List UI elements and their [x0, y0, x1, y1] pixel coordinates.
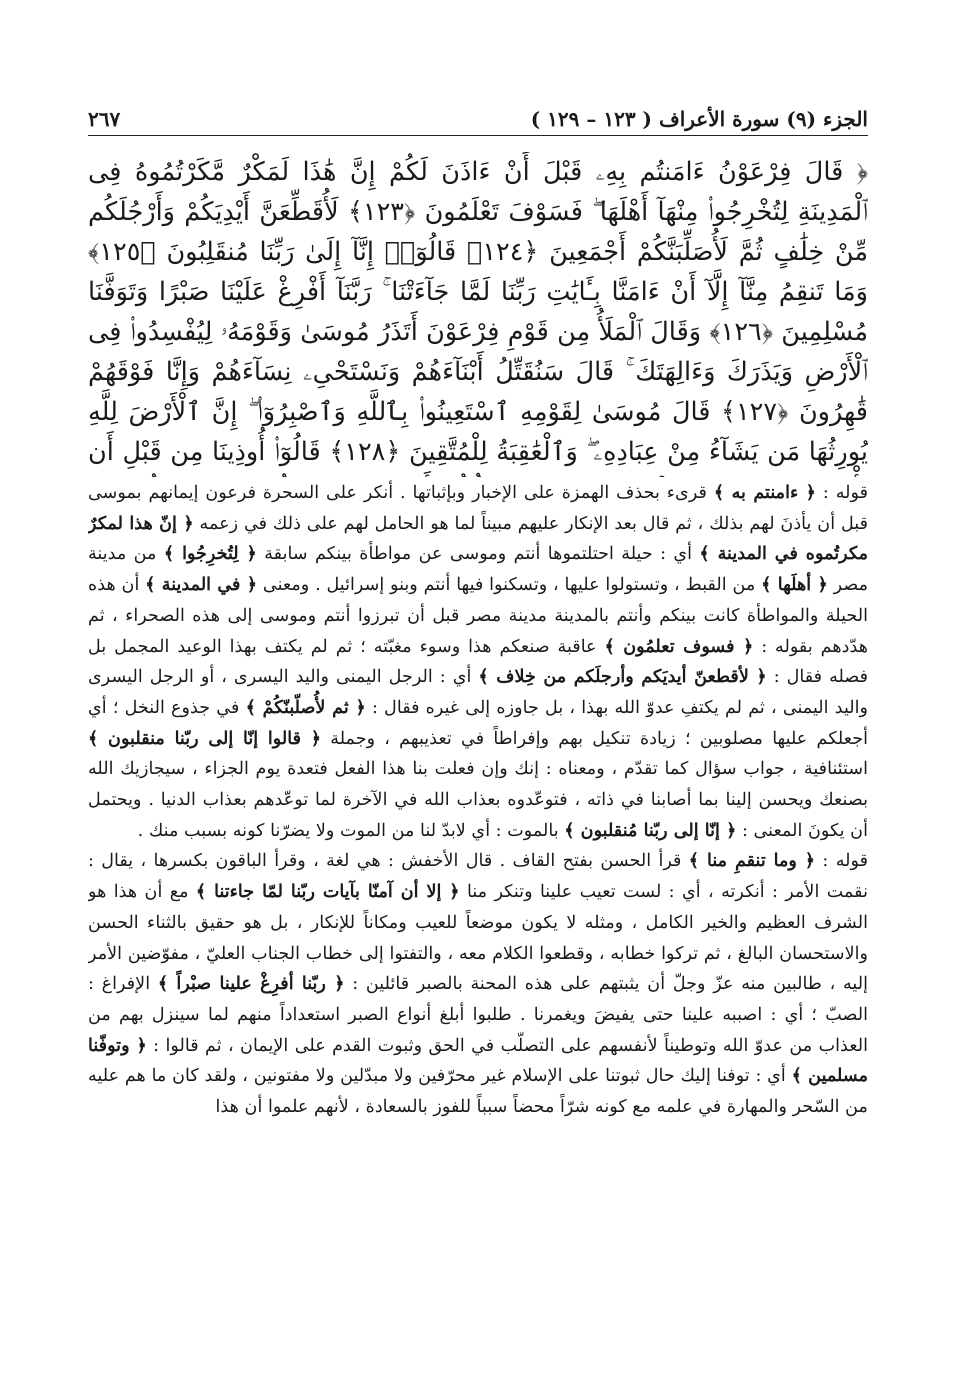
quoted-verse-phrase: ﴿ في المدينة ﴾: [145, 574, 258, 596]
commentary-paragraph-2: [88, 846, 868, 1122]
running-title: الجزء (٩) سورة الأعراف ( ١٢٣ – ١٢٩ ): [530, 107, 868, 131]
quoted-verse-phrase: ﴿ وما تنقمِ منا ﴾: [688, 850, 816, 872]
commentary-text: عاقبة صنعكم هذا وسوء مغبّته ؛ ثم لم يكتف بهذا الوعيد المجمل بل فصله فقال :: [88, 636, 868, 688]
commentary-text: قوله :: [815, 851, 868, 872]
commentary-text: أي : حيلة احتلتموها أنتم وموسى عن مواطأة بينكم سابقة: [256, 544, 700, 565]
quoted-verse-phrase: ﴿ إنّ هذا لمكرٌ مكرتُموه في المدينة ﴾: [88, 512, 868, 565]
commentary-text: قرأ الحسن بفتح القاف . قال الأخفش : هي لغة ، وقرأ الباقون بكسرها ، يقال : نقمت الأمر : أنكرته ، أي : لست تعيب علينا وتنكر منا: [88, 851, 868, 903]
commentary-text: بالموت : أي لابدّ لنا من الموت ولا يضرّنا كونه بسبب منك .: [137, 820, 565, 841]
commentary-text: من القبط ، وتستولوا عليها ، وتسكنوا فيها أنتم وبنو إسرائيل . ومعنى: [257, 575, 762, 596]
quoted-verse-phrase: ﴿ أهلَها ﴾: [761, 574, 828, 596]
commentary-text: مع أن هذا هو الشرف العظيم والخير الكامل ، ومثله لا يكون موضعاً للعيب ومكاناً للإنكار ، بل هو حقيق بالثناء الحسن والاستحسان البالغ ، ثم تركوا خطابه ، وقطعوا الكلام معه ، والتفتوا إلى خطاب الجناب العليّ ، مفوّضين الأمر إليه ، طالبين منه عزّ وجلّ أن يثبتهم على هذه المحنة بالصبر قائلين :: [88, 882, 868, 995]
quoted-verse-phrase: ﴿ فسوف تعلمُون ﴾: [604, 635, 754, 657]
commentary-text: في جذوع النخل ؛ أي أجعلكم عليها مصلوبين ؛ زيادة تنكيل بهم وإفراطاً في تعذيبهم ، وجملة: [88, 697, 868, 749]
quoted-verse-phrase: ﴿ ءامنتم به ﴾: [713, 482, 816, 503]
quran-verses-block: [88, 152, 868, 477]
quran-verses-text: ﴿ قَالَ فِرْعَوْنُ ءَامَنتُم بِهِۦ قَبْلَ أَنْ ءَاذَنَ لَكُمْ إِنَّ هَٰذَا لَمَكْرٌ مَّكَرْتُمُوهُ فِى ٱلْمَدِينَةِ لِتُخْرِجُوا۟ مِنْهَآ أَهْلَهَا ۖ فَسَوْفَ تَعْلَمُونَ ﴿١٢٣﴾ لَأُقَطِّعَنَّ أَيْدِيَكُمْ وَأَرْجُلَكُم مِّنْ خِلَٰفٍ ثُمَّ لَأُصَلِّبَنَّكُمْ أَجْمَعِينَ ﴿١٢٤﴾ قَالُوٓا۟ إِنَّآ إِلَىٰ رَبِّنَا مُنقَلِبُونَ ﴿١٢٥﴾ وَمَا تَنقِمُ مِنَّآ إِلَّآ أَنْ ءَامَنَّا بِـَٔايَٰتِ رَبِّنَا لَمَّا جَآءَتْنَا ۚ رَبَّنَآ أَفْرِغْ عَلَيْنَا صَبْرًا وَتَوَفَّنَا مُسْلِمِينَ ﴿١٢٦﴾ وَقَالَ ٱلْمَلَأُ مِن قَوْمِ فِرْعَوْنَ أَتَذَرُ مُوسَىٰ وَقَوْمَهُۥ لِيُفْسِدُوا۟ فِى ٱلْأَرْضِ وَيَذَرَكَ وَءَالِهَتَكَ ۚ قَالَ سَنُقَتِّلُ أَبْنَآءَهُمْ وَنَسْتَحْىِۦ نِسَآءَهُمْ وَإِنَّا فَوْقَهُمْ قَٰهِرُونَ ﴿١٢٧﴾ قَالَ مُوسَىٰ لِقَوْمِهِ ٱسْتَعِينُوا۟ بِٱللَّهِ وَٱصْبِرُوٓا۟ ۖ إِنَّ ٱلْأَرْضَ لِلَّهِ يُورِثُهَا مَن يَشَآءُ مِنْ عِبَادِهِۦ ۖ وَٱلْعَٰقِبَةُ لِلْمُتَّقِينَ ﴿١٢٨﴾ قَالُوٓا۟ أُوذِينَا مِن قَبْلِ أَن: [88, 157, 868, 467]
commentary-text: قرىء بحذف الهمزة على الإخبار وبإثباتها . أنكر على السحرة فرعون إيمانهم بموسى قبل أن يأذنَ لهم بذلك ، ثم قال بعد الإنكار عليهم مبيناً لما هو الحامل لهم على ذلك في زعمه: [88, 483, 868, 534]
tafsir-commentary: [88, 478, 868, 1308]
commentary-text: قوله :: [815, 483, 868, 503]
quoted-verse-phrase: ﴿ قالوا إنّا إلى ربّنا منقلبون ﴾: [88, 727, 322, 749]
page-number: ٢٦٧: [88, 107, 121, 131]
commentary-text: الإفراغ : الصبّ ؛ أي : اصببه علينا حتى يفيضَ ويغمرنا . طلبوا أبلغ أنواع الصبر استعداداً منهم لما سينزل بهم من العذاب من عدوّ الله وتوطيناً لأنفسهم على التصلّب في الحق وثبوت القدم على الإيمان ، ثم قالوا :: [88, 974, 868, 1056]
quoted-verse-phrase: ﴿ وتوفّنا مسلمين ﴾: [88, 1034, 868, 1087]
quoted-verse-phrase: ﴿ ربّنا أفرِغْ علينا صبْراً ﴾: [157, 973, 345, 995]
quoted-verse-phrase: ﴿ لِتُخرِجُوا ﴾: [163, 543, 257, 565]
commentary-text: أي : الرجل اليمنى واليد اليسرى ، أو الرجل اليسرى واليد اليمنى ، ثم لم يكتفِ عدوّ الله بهذا ، بل جاوزه إلى غيره فقال :: [88, 667, 868, 718]
commentary-text: أن هذه الحيلة والمواطأة كانت بينكم وأنتم بالمدينة مدينة مصر قبل أن تبرزوا أنتم وموسى إلى هذه الصحراء ، ثم هدّدهم بقوله :: [88, 575, 868, 657]
commentary-text: أي : توفنا إليك حال ثبوتنا على الإسلام غير محرّفين ولا مبدّلين ولا مفتونين ، ولقد كان ما هم عليه من السّحر والمهارة في علمه مع كونه شرّاً محضاً سبباً للفوز بالسعادة ، لأنهم علموا أن هذا: [88, 1066, 868, 1118]
commentary-text: استئنافية ، جواب سؤال كما تقدّم ، ومعناه : إنك وإن فعلت بنا هذا الفعل فتعدة يوم الجزاء ، سيجازيك الله بصنعك ويحسن إلينا بما أصابنا في ذاته ، فتوعّدوه بعذاب الله في الآخرة لما توعّدهم بعذاب الدنيا . ويحتمل أن يكونَ المعنى :: [88, 759, 868, 841]
quoted-verse-phrase: ﴿ إلا أن آمنّا بآيات ربّنا لمّا جاءتنا ﴾: [195, 881, 460, 903]
commentary-paragraph-1: [88, 478, 868, 846]
quoted-verse-phrase: ﴿ لأقطعنّ أيديَكم وأرجلَكم من خِلاف ﴾: [478, 666, 767, 688]
page-header: [88, 96, 868, 136]
quoted-verse-phrase: ﴿ ثم لأُصلّبنّكُمْ ﴾: [245, 696, 366, 718]
quoted-verse-phrase: ﴿ إنّا إلى ربّنا مُنقلبون ﴾: [564, 819, 737, 841]
commentary-text: من مدينة مصر: [88, 544, 868, 596]
